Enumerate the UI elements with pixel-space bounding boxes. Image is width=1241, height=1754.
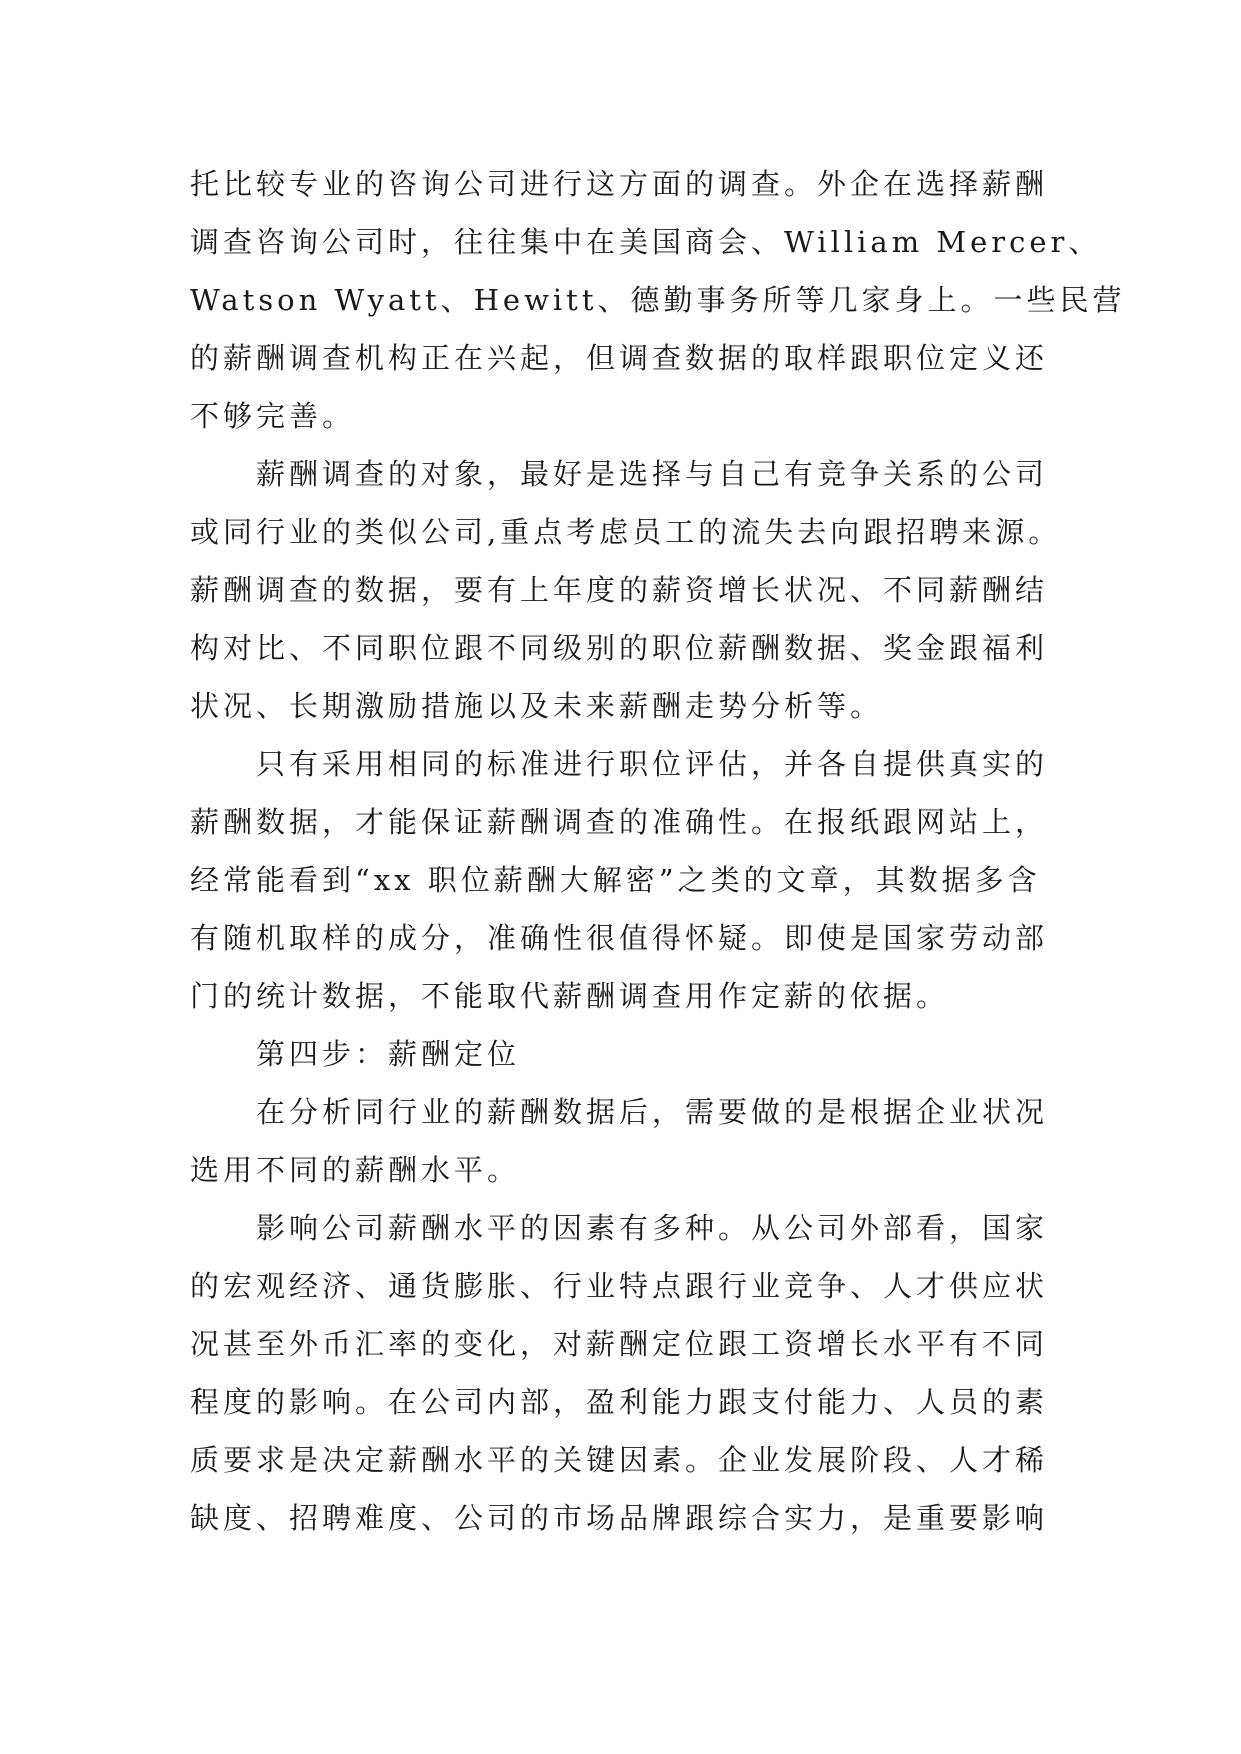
paragraph-start-line: 只有采用相同的标准进行职位评估，并各自提供真实的 <box>256 747 1049 781</box>
text-line: 质要求是决定薪酬水平的关键因素。企业发展阶段、人才稀 <box>190 1443 1049 1477</box>
text-line: 门的统计数据，不能取代薪酬调查用作定薪的依据。 <box>190 979 950 1013</box>
text-line: 状况、长期激励措施以及未来薪酬走势分析等。 <box>190 689 884 723</box>
text-line: 托比较专业的咨询公司进行这方面的调查。外企在选择薪酬 <box>190 167 1049 201</box>
text-line: 缺度、招聘难度、公司的市场品牌跟综合实力，是重要影响 <box>190 1501 1049 1535</box>
text-line: 况甚至外币汇率的变化，对薪酬定位跟工资增长水平有不同 <box>190 1327 1049 1361</box>
text-line: 薪酬数据，才能保证薪酬调查的准确性。在报纸跟网站上， <box>190 805 1049 839</box>
text-line: 选用不同的薪酬水平。 <box>190 1153 521 1187</box>
paragraph-start-line: 薪酬调查的对象，最好是选择与自己有竞争关系的公司 <box>256 457 1049 491</box>
text-line: 或同行业的类似公司,重点考虑员工的流失去向跟招聘来源。 <box>190 515 1062 549</box>
section-heading: 第四步：薪酬定位 <box>256 1037 521 1071</box>
text-line: 调查咨询公司时，往往集中在美国商会、William Mercer、 <box>190 225 1102 259</box>
text-line: 的宏观经济、通货膨胀、行业特点跟行业竞争、人才供应状 <box>190 1269 1049 1303</box>
paragraph-start-line: 在分析同行业的薪酬数据后，需要做的是根据企业状况 <box>256 1095 1049 1129</box>
body-text <box>190 155 1126 1547</box>
text-line: 的薪酬调查机构正在兴起，但调查数据的取样跟职位定义还 <box>190 341 1049 375</box>
text-line: 经常能看到“xx 职位薪酬大解密”之类的文章，其数据多含 <box>190 863 1041 897</box>
text-line: 不够完善。 <box>190 399 356 433</box>
text-line: 薪酬调查的数据，要有上年度的薪资增长状况、不同薪酬结 <box>190 573 1049 607</box>
paragraph-start-line: 影响公司薪酬水平的因素有多种。从公司外部看，国家 <box>256 1211 1049 1245</box>
text-line: 构对比、不同职位跟不同级别的职位薪酬数据、奖金跟福利 <box>190 631 1049 665</box>
text-line: 有随机取样的成分，准确性很值得怀疑。即使是国家劳动部 <box>190 921 1049 955</box>
text-line: 程度的影响。在公司内部，盈利能力跟支付能力、人员的素 <box>190 1385 1049 1419</box>
text-line: Watson Wyatt、Hewitt、德勤事务所等几家身上。一些民营 <box>190 283 1126 317</box>
